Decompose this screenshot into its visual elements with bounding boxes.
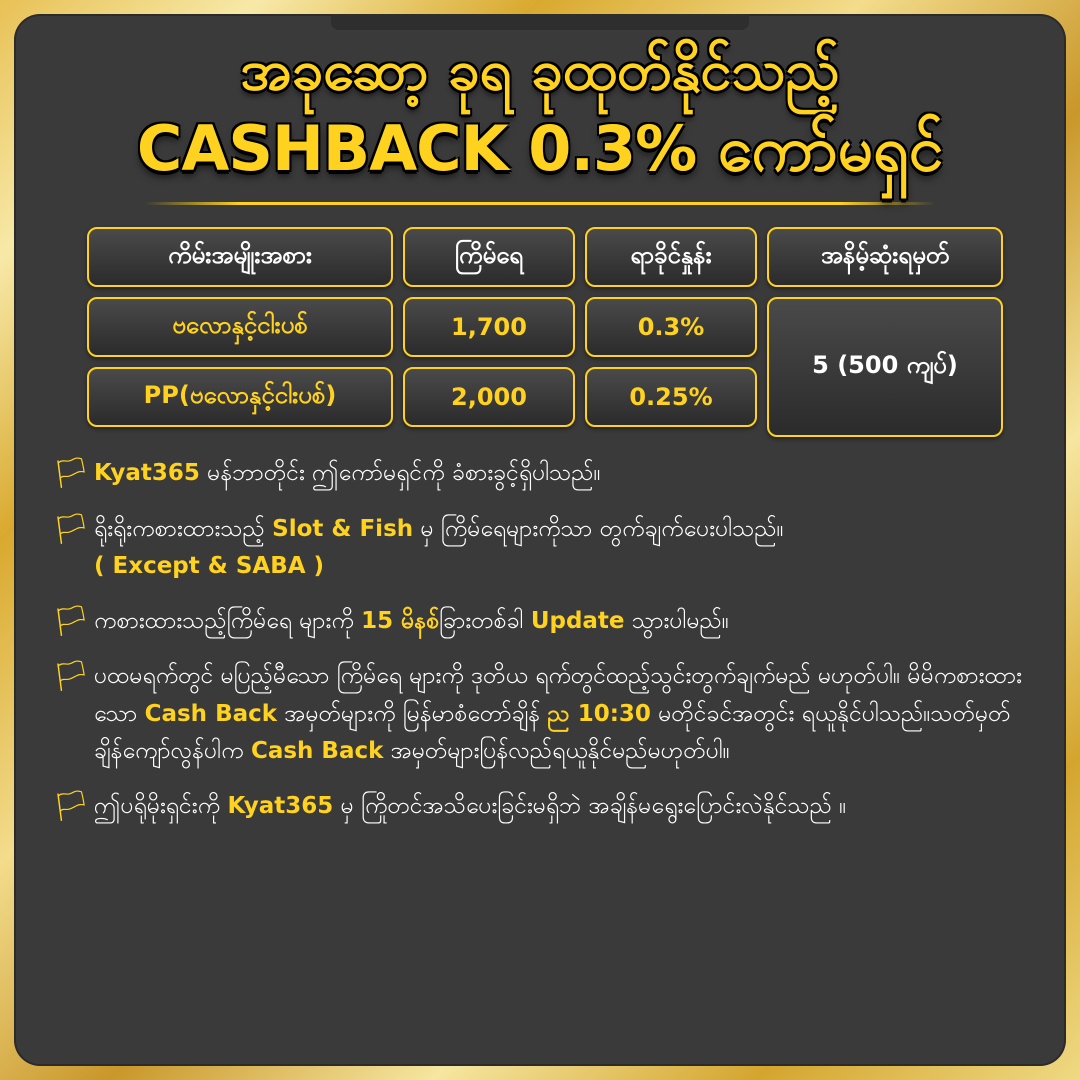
note-2-except: ( Except & SABA ) [94,552,325,579]
list-item [48,511,1032,586]
note-2-text [94,511,1032,586]
list-item [48,658,1032,770]
table-merged-min-point-value: 5 (500 ကျပ်) [767,297,1003,437]
list-item [48,455,1032,492]
headline-block [14,14,1066,205]
table-body [87,297,993,437]
note-3-interval: 15 မိနစ် [361,608,440,635]
note-3-update: Update [530,608,625,635]
note-4-cashback-1: Cash Back [144,700,278,727]
note-3-mid: ခြားတစ်ခါ [439,608,531,635]
table-row [87,367,757,427]
top-notch [331,14,749,30]
note-5-brand: Kyat365 [227,793,334,820]
row-1-type: ဗလောနှင့်ငါးပစ် [87,297,393,357]
flag-icon: 🏳 [51,456,91,492]
note-5-pre: ဤပရိုမိုးရှင်းကို [94,793,228,820]
table-header-row [87,227,993,287]
table-header-count: ကြိမ်ရေ [403,227,575,287]
row-1-percent: 0.3% [585,297,757,357]
row-2-count: 2,000 [403,367,575,427]
headline-divider [145,202,935,205]
note-3-post: သွားပါမည်။ [624,608,729,635]
note-1-text [94,455,1032,492]
rates-table [87,227,993,437]
poster-inner-panel [14,14,1066,1066]
note-4-p2: အမှတ်များကို မြန်မာစံတော်ချိန် [277,700,548,727]
note-2-games: Slot & Fish [272,515,414,542]
table-row [87,297,757,357]
list-item [48,788,1032,825]
row-2-type: PP(ဗလောနှင့်ငါးပစ်) [87,367,393,427]
note-4-deadline: ည 10:30 [547,700,651,727]
note-1-brand: Kyat365 [94,460,200,487]
table-header-percent: ရာခိုင်နှုန်း [585,227,757,287]
table-header-type: ကိမ်းအမျိုးအစား [87,227,393,287]
note-4-text [94,658,1032,770]
list-item [48,603,1032,640]
row-1-count: 1,700 [403,297,575,357]
note-5-text [94,788,1032,825]
table-body-left [87,297,757,437]
notes-list [48,455,1032,825]
flag-icon: 🏳 [51,789,91,825]
note-3-pre: ကစားထားသည့်ကြိမ်ရေ များကို [94,608,362,635]
note-1-body: မန်ဘာတိုင်း ဤကော်မရှင်ကို ခံစားခွင့်ရှိပါသည်။ [199,460,601,487]
flag-icon: 🏳 [51,604,91,640]
note-3-text [94,603,1032,640]
headline-cashback-latin: CASHBACK 0.3% [136,112,697,185]
table-header-min-point: အနိမ့်ဆုံးရမှတ် [767,227,1003,287]
note-2-pre: ရိုးရိုးကစားထားသည့် [94,515,273,542]
note-4-p4: မတိုင်ခင်အတွင်း ရယူနိုင်ပါသည်။သတ်မှတ်ချိန်ကျော်လွန်ပါက [94,700,1011,764]
note-2-post: မှ ကြိမ်ရေများကိုသာ တွက်ချက်ပေးပါသည်။ [413,515,784,542]
note-4-p6: အမှတ်များပြန်လည်ရယူနိုင်မည်မဟုတ်ပါ။ [383,737,730,764]
headline-line-1: အခုဆော့ ခုရ ခုထုတ်နိုင်သည့် [240,38,840,103]
headline-commission-my: ကော်မရှင် [717,112,944,185]
headline-line-2 [14,112,1066,186]
flag-icon: 🏳 [51,511,91,547]
note-4-cashback-2: Cash Back [250,737,384,764]
note-5-post: မှ ကြိုတင်အသိပေးခြင်းမရှိဘဲ အချိန်မရွေးပြောင်းလဲနိုင်သည် ။ [333,793,847,820]
row-2-percent: 0.25% [585,367,757,427]
flag-icon: 🏳 [51,659,91,695]
note-4-p0: ပထမရက်တွင် မပြည့်မီသော ကြိမ်ရေ များကို ဒုတိယ ရက်တွင်ထည့်သွင်းတွက်ချက်မည် မဟုတ်ပါ။ မိမိကစားထားသော [94,663,1022,727]
